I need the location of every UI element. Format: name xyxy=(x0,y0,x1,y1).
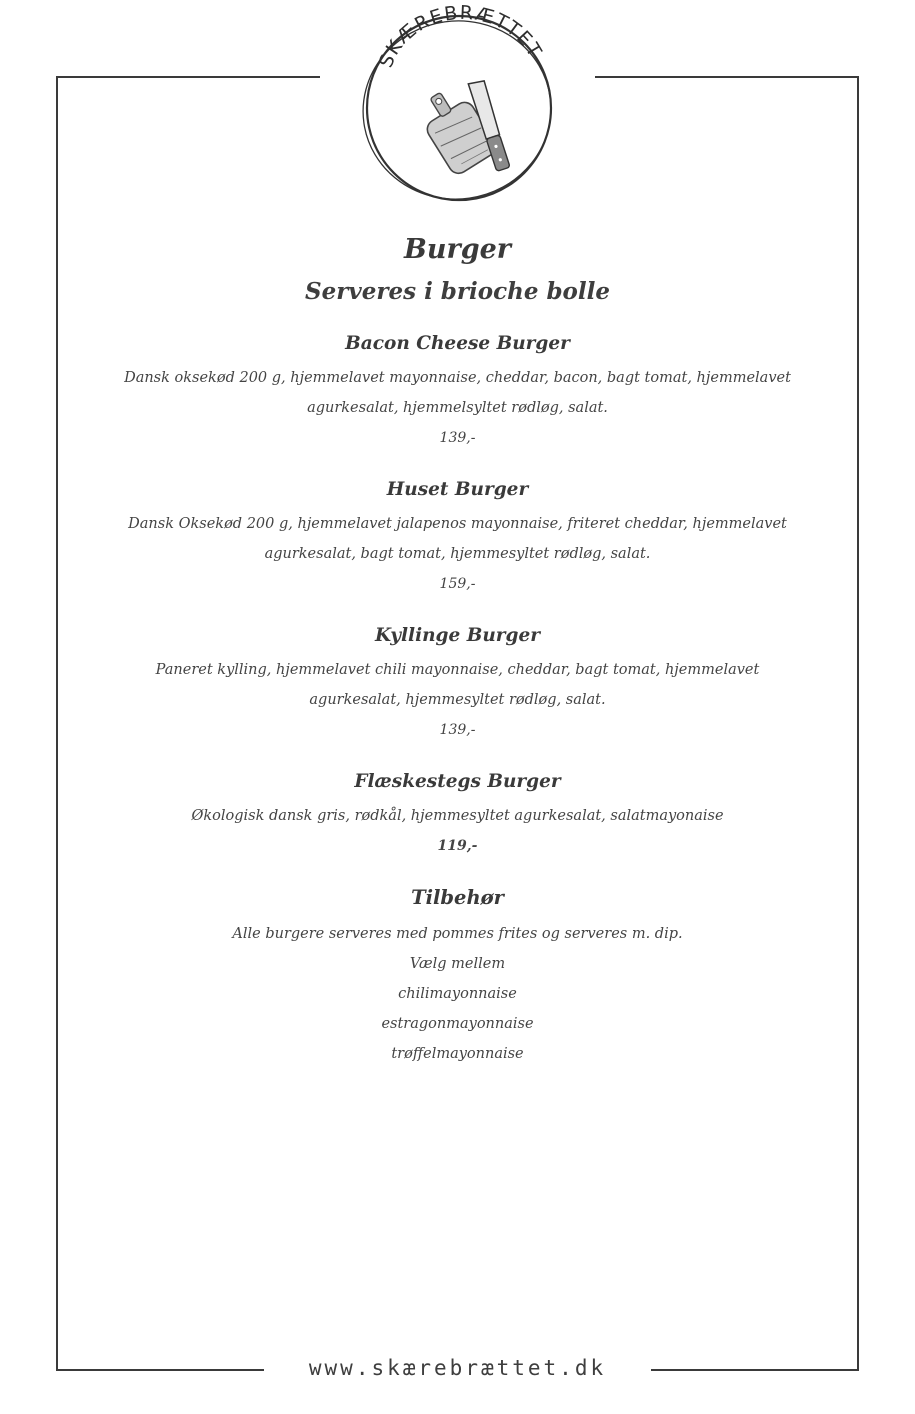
item-name: Bacon Cheese Burger xyxy=(345,333,570,354)
item-price: 119,- xyxy=(437,838,478,854)
item-name: Flæskestegs Burger xyxy=(354,771,561,792)
page-subtitle: Serveres i brioche bolle xyxy=(305,278,610,305)
frame-right xyxy=(857,76,859,1371)
sides-line: chilimayonnaise xyxy=(398,986,517,1002)
sides-line: trøffelmayonnaise xyxy=(391,1046,524,1062)
logo-brand-text: SKÆREBRÆTTET xyxy=(374,2,547,71)
frame-left xyxy=(56,76,58,1371)
menu-content xyxy=(60,228,855,1069)
frame-top-right xyxy=(595,76,859,78)
item-description-line: agurkesalat, bagt tomat, hjemmesyltet rødløg, salat. xyxy=(264,546,651,562)
menu-item xyxy=(60,475,855,599)
item-description-line: agurkesalat, hjemmelsyltet rødløg, salat. xyxy=(307,400,608,416)
item-price: 139,- xyxy=(439,430,476,446)
item-description-line: Dansk Oksekød 200 g, hjemmelavet jalapenos mayonnaise, friteret cheddar, hjemmelavet xyxy=(128,516,787,532)
menu-item xyxy=(60,621,855,745)
logo xyxy=(347,2,569,214)
page-title: Burger xyxy=(404,234,511,265)
item-price: 139,- xyxy=(439,722,476,738)
frame-top-left xyxy=(56,76,320,78)
item-description-line: agurkesalat, hjemmesyltet rødløg, salat. xyxy=(309,692,606,708)
item-description-line: Paneret kylling, hjemmelavet chili mayonnaise, cheddar, bagt tomat, hjemmelavet xyxy=(155,662,760,678)
sides-line: estragonmayonnaise xyxy=(381,1016,534,1032)
logo-emblem xyxy=(347,2,569,214)
item-name: Kyllinge Burger xyxy=(375,625,540,646)
sides-section xyxy=(60,883,855,1069)
menu-item xyxy=(60,767,855,861)
item-description-line: Økologisk dansk gris, rødkål, hjemmesyltet agurkesalat, salatmayonaise xyxy=(191,808,724,824)
menu-item xyxy=(60,329,855,453)
item-description-line: Dansk oksekød 200 g, hjemmelavet mayonnaise, cheddar, bacon, bagt tomat, hjemmelavet xyxy=(124,370,791,386)
footer-website-link[interactable]: www.skærebrættet.dk xyxy=(308,1356,607,1380)
item-name: Huset Burger xyxy=(386,479,529,500)
sides-title: Tilbehør xyxy=(411,886,504,909)
sides-line: Vælg mellem xyxy=(409,956,506,972)
sides-line: Alle burgere serveres med pommes frites og serveres m. dip. xyxy=(232,926,683,942)
item-price: 159,- xyxy=(439,576,476,592)
